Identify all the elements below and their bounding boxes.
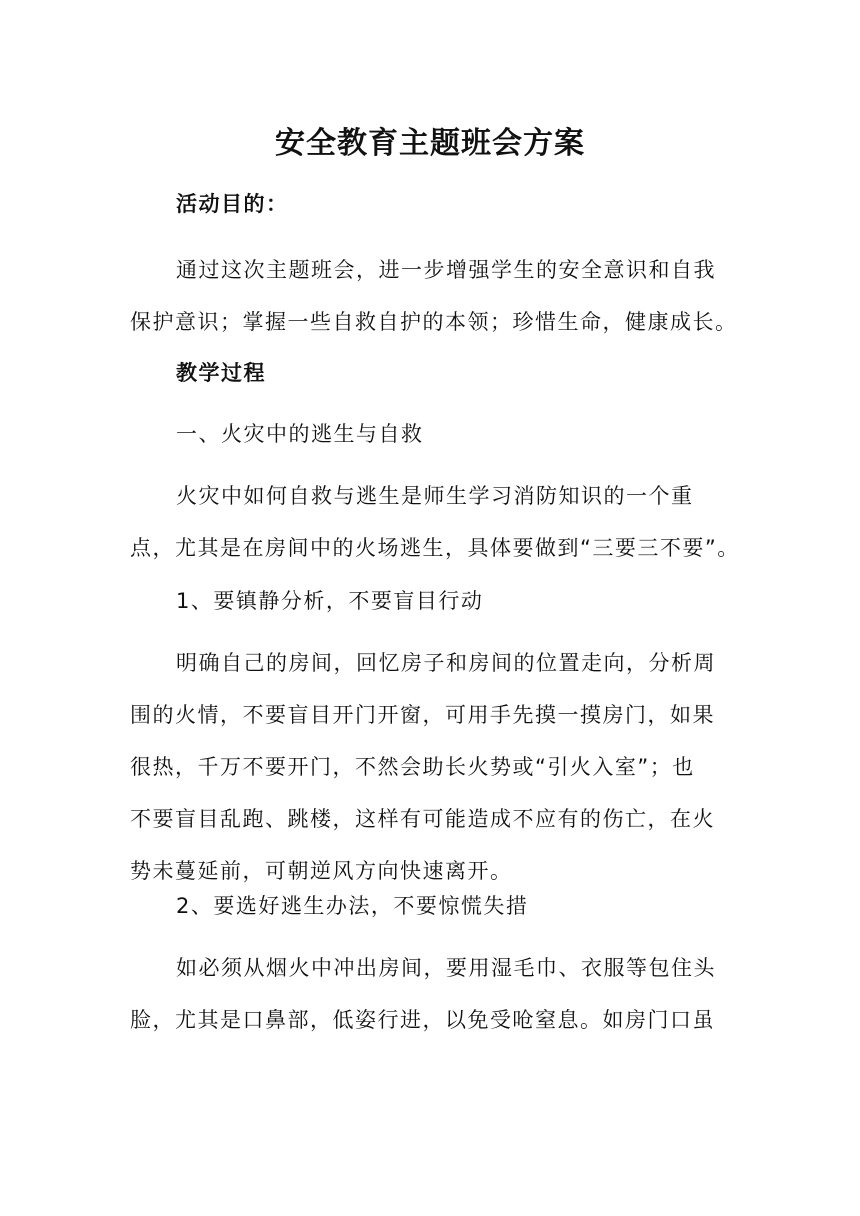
purpose-line-1: 通过这次主题班会，进一步增强学生的安全意识和自我	[176, 258, 716, 282]
purpose-line-2: 保护意识；掌握一些自救自护的本领；珍惜生命，健康成长。	[130, 310, 738, 334]
section1-line-2: 点，尤其是在房间中的火场逃生，具体要做到“三要三不要”。	[130, 536, 740, 560]
section1-line-1: 火灾中如何自救与逃生是师生学习消防知识的一个重	[176, 484, 694, 508]
item1-line-2: 围的火情，不要盲目开门开窗，可用手先摸一摸房门，如果	[130, 703, 715, 727]
item2-heading	[130, 880, 730, 932]
item2-line-2: 脸，尤其是口鼻部，低姿行进，以免受呛窒息。如房门口虽	[130, 1008, 715, 1032]
item1-heading	[130, 575, 730, 627]
item2-line-1: 如必须从烟火中冲出房间，要用湿毛巾、衣服等包住头	[176, 956, 716, 980]
item1-line-4: 不要盲目乱跑、跳楼，这样有可能造成不应有的伤亡，在火	[130, 807, 715, 831]
document-title: 安全教育主题班会方案	[275, 126, 585, 161]
item2-paragraph	[130, 942, 730, 1046]
section1-heading	[130, 408, 730, 460]
purpose-heading	[130, 178, 730, 230]
process-heading	[130, 347, 730, 399]
item1-heading-text: 1、要镇静分析，不要盲目行动	[176, 589, 484, 613]
section1-paragraph	[130, 470, 740, 574]
item1-line-3: 很热，千万不要开门，不然会助长火势或“引火入室”；也	[130, 755, 695, 779]
item1-line-5: 势未蔓延前，可朝逆风方向快速离开。	[130, 859, 513, 883]
purpose-heading-text: 活动目的：	[176, 192, 289, 216]
section1-heading-text: 一、火灾中的逃生与自救	[176, 422, 424, 446]
purpose-paragraph	[130, 244, 738, 348]
item2-heading-text: 2、要选好逃生办法，不要惊慌失措	[176, 894, 529, 918]
process-heading-text: 教学过程	[176, 361, 266, 385]
item1-paragraph	[130, 637, 730, 897]
item1-line-1: 明确自己的房间，回忆房子和房间的位置走向，分析周	[176, 651, 716, 675]
